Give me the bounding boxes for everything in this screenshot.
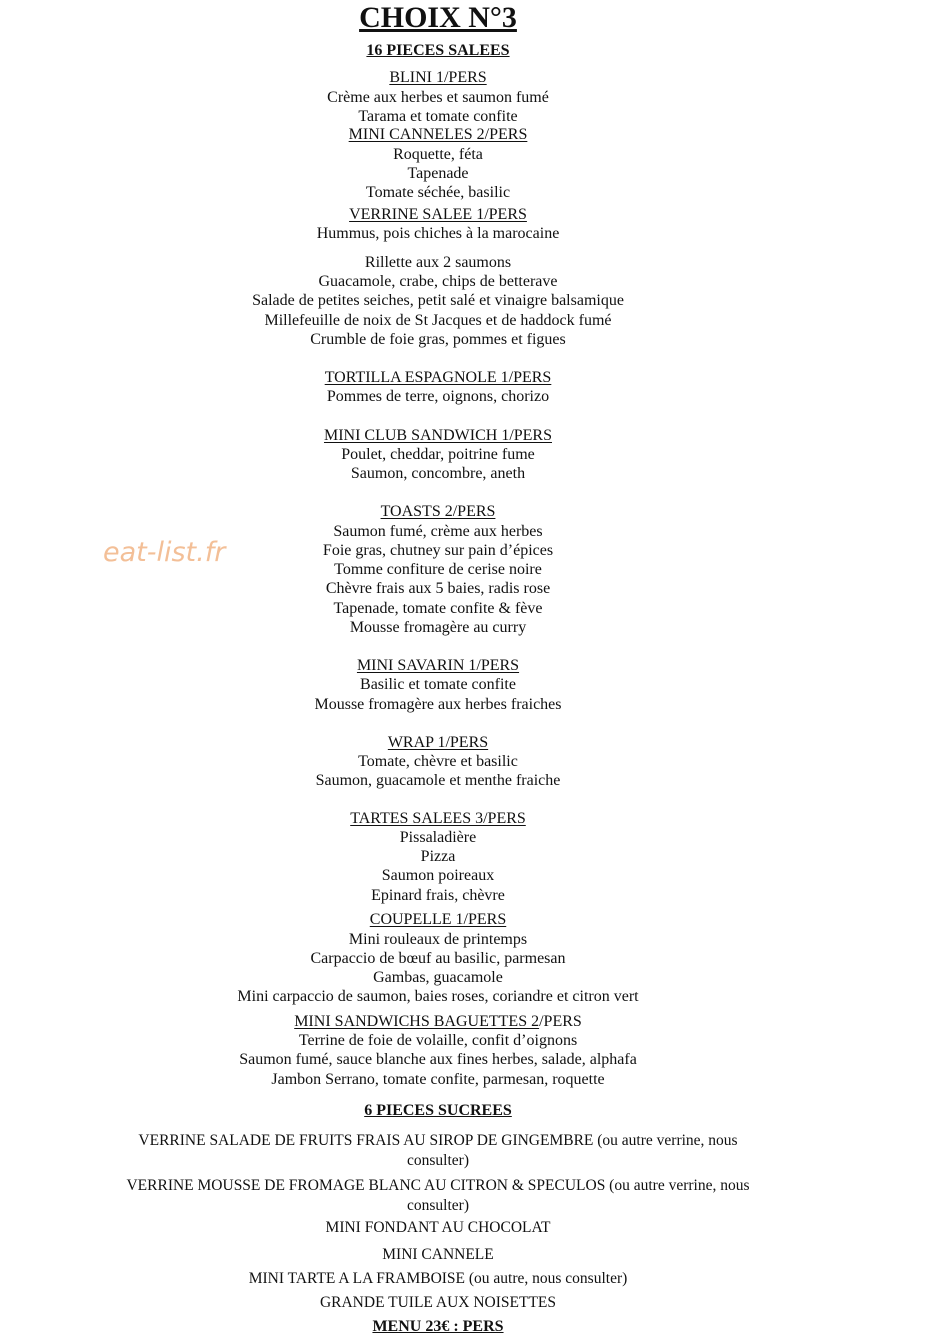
savory-item-line: Saumon, concombre, aneth bbox=[350, 465, 526, 482]
savory-item-heading bbox=[0, 733, 876, 753]
savory-item-heading-suffix: /PERS bbox=[539, 1013, 582, 1030]
savory-item-line: Tapenade bbox=[407, 165, 469, 182]
savory-item-line: Crème aux herbes et saumon fumé bbox=[327, 89, 549, 106]
savory-item-heading-text: MINI CANNELES 2/PERS bbox=[348, 126, 528, 143]
savory-item-heading-text: BLINI 1/PERS bbox=[389, 69, 487, 86]
savory-item-line: Mini carpaccio de saumon, baies roses, coriandre et citron vert bbox=[237, 988, 639, 1005]
savory-item-line: Tapenade, tomate confite & fève bbox=[333, 600, 543, 617]
savory-item-heading-text: TARTES SALEES 3/PERS bbox=[350, 810, 526, 827]
sweet-item-text: VERRINE SALADE DE FRUITS FRAIS AU SIROP DE GINGEMBRE (ou autre verrine, nous consulter) bbox=[138, 1132, 738, 1169]
savory-item-line: Tomme confiture de cerise noire bbox=[334, 561, 542, 578]
menu-price: MENU 23€ : PERS bbox=[372, 1318, 504, 1335]
savory-item-line: Salade de petites seiches, petit salé et vinaigre balsamique bbox=[252, 292, 624, 309]
sweet-section-header: 6 PIECES SUCREES bbox=[364, 1102, 512, 1119]
savory-item-line: Rillette aux 2 saumons bbox=[364, 254, 512, 271]
savory-item-line: Gambas, guacamole bbox=[373, 969, 503, 986]
savory-item-line: Crumble de foie gras, pommes et figues bbox=[310, 331, 566, 348]
savory-item-line: Carpaccio de bœuf au basilic, parmesan bbox=[310, 950, 566, 967]
savory-item-heading-text: WRAP 1/PERS bbox=[387, 734, 489, 751]
savory-item-heading bbox=[0, 368, 876, 388]
savory-item-line: Pizza bbox=[420, 848, 456, 865]
watermark-logo: eat-list.fr bbox=[103, 537, 226, 568]
savory-item-line: Poulet, cheddar, poitrine fume bbox=[341, 446, 535, 463]
savory-item-heading bbox=[0, 205, 876, 225]
savory-item-line: Millefeuille de noix de St Jacques et de haddock fumé bbox=[264, 312, 612, 329]
savory-item-line: Saumon poireaux bbox=[381, 867, 495, 884]
savory-item-line: Foie gras, chutney sur pain d’épices bbox=[322, 542, 554, 559]
savory-item-line: Chèvre frais aux 5 baies, radis rose bbox=[325, 580, 551, 597]
savory-item-line: Mini rouleaux de printemps bbox=[348, 931, 528, 948]
savory-item-heading bbox=[0, 502, 876, 522]
sweet-item bbox=[0, 1293, 876, 1313]
sweet-item bbox=[0, 1269, 876, 1289]
savory-item-heading bbox=[0, 1012, 876, 1032]
savory-item-line: Terrine de foie de volaille, confit d’oignons bbox=[298, 1032, 578, 1049]
savory-item-line: Epinard frais, chèvre bbox=[371, 887, 505, 904]
savory-item-line: Jambon Serrano, tomate confite, parmesan, roquette bbox=[271, 1071, 605, 1088]
savory-item-heading bbox=[0, 68, 876, 88]
sweet-item bbox=[0, 1131, 876, 1171]
sweet-item-text: GRANDE TUILE AUX NOISETTES bbox=[319, 1294, 557, 1311]
savory-item-heading bbox=[0, 426, 876, 446]
savory-item-line: Basilic et tomate confite bbox=[360, 676, 516, 693]
savory-item-line: Saumon, guacamole et menthe fraiche bbox=[315, 772, 561, 789]
savory-item-line: Roquette, féta bbox=[393, 146, 483, 163]
savory-item-heading-text: TORTILLA ESPAGNOLE 1/PERS bbox=[324, 369, 552, 386]
savory-item-line: Tomate séchée, basilic bbox=[365, 184, 511, 201]
savory-item-heading-text: MINI SAVARIN 1/PERS bbox=[356, 657, 520, 674]
savory-item-line: Guacamole, crabe, chips de betterave bbox=[318, 273, 558, 290]
savory-item-line: Pommes de terre, oignons, chorizo bbox=[326, 388, 550, 405]
savory-item-heading-text: MINI SANDWICHS BAGUETTES 2 bbox=[294, 1013, 540, 1030]
sweet-item-text: VERRINE MOUSSE DE FROMAGE BLANC AU CITRON & SPECULOS (ou autre verrine, nous consulter) bbox=[126, 1177, 750, 1214]
sweet-item-text: MINI CANNELE bbox=[382, 1246, 494, 1263]
menu-title: CHOIX N°3 bbox=[359, 1, 517, 34]
savory-item-heading bbox=[0, 125, 876, 145]
savory-item-heading bbox=[0, 656, 876, 676]
savory-section-header: 16 PIECES SALEES bbox=[366, 42, 510, 59]
savory-item-line: Hummus, pois chiches à la marocaine bbox=[316, 225, 560, 242]
savory-item-heading-text: TOASTS 2/PERS bbox=[380, 503, 496, 520]
savory-item-line: Pissaladière bbox=[399, 829, 477, 846]
savory-item-line: Saumon fumé, crème aux herbes bbox=[333, 523, 543, 540]
savory-item-heading-text: VERRINE SALEE 1/PERS bbox=[349, 206, 527, 223]
savory-item-line: Tarama et tomate confite bbox=[358, 108, 518, 125]
savory-item-heading bbox=[0, 910, 876, 930]
sweet-item bbox=[0, 1245, 876, 1265]
savory-item-heading-text: COUPELLE 1/PERS bbox=[369, 911, 507, 928]
savory-item-heading-text: MINI CLUB SANDWICH 1/PERS bbox=[323, 427, 552, 444]
sweet-item-text: MINI TARTE A LA FRAMBOISE (ou autre, nous consulter) bbox=[248, 1270, 628, 1287]
sweet-item bbox=[0, 1176, 876, 1216]
sweet-item-text: MINI FONDANT AU CHOCOLAT bbox=[325, 1219, 551, 1236]
savory-item-heading bbox=[0, 809, 876, 829]
savory-item-line: Tomate, chèvre et basilic bbox=[358, 753, 518, 770]
savory-item-line: Saumon fumé, sauce blanche aux fines herbes, salade, alphafa bbox=[239, 1051, 637, 1068]
savory-item-line: Mousse fromagère au curry bbox=[349, 619, 527, 636]
sweet-item bbox=[0, 1218, 876, 1238]
savory-item-line: Mousse fromagère aux herbes fraiches bbox=[314, 696, 562, 713]
